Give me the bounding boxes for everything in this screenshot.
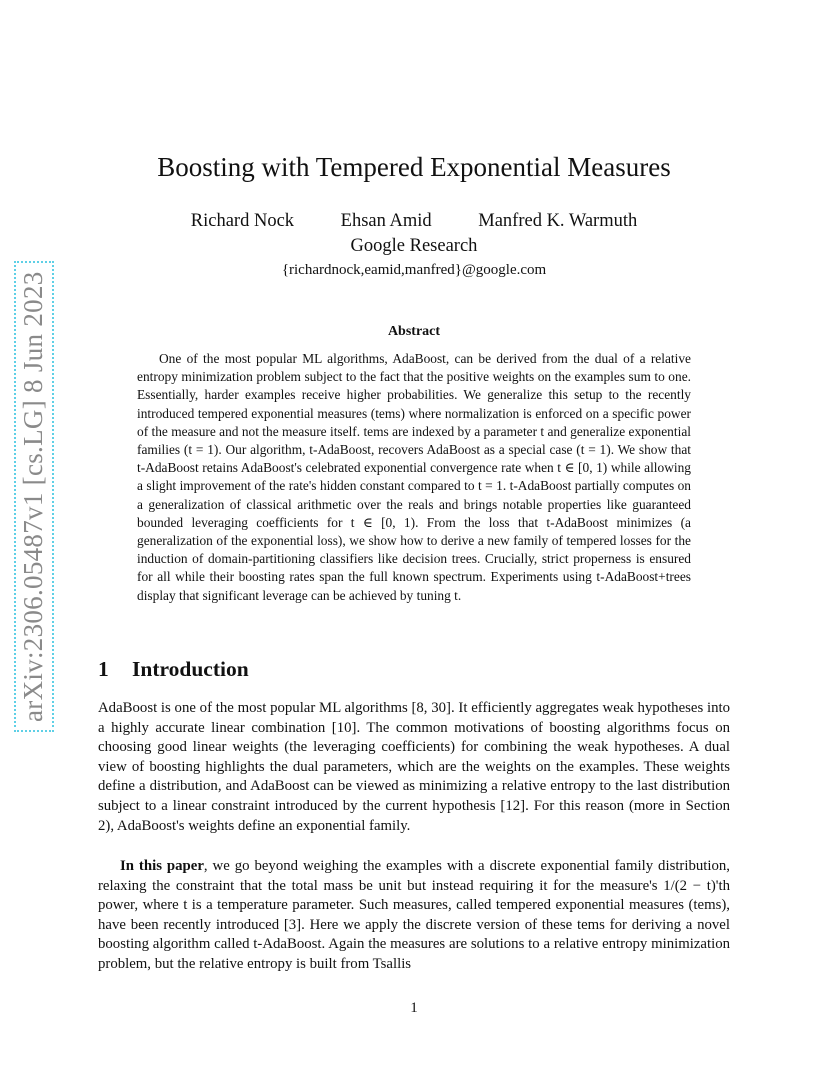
intro-paragraph: AdaBoost is one of the most popular ML algorithms [8, 30]. It efficiently aggregates weak hypotheses into a highly accurate linear combination [10]. The common motivations of boosting algorithms focus on choosing good linear weights (the leveraging coefficients) for combining the weak hypotheses. A dual view of boosting highlights the dual parameters, which are the weights on the examples. These weights define a distribution, and AdaBoost can be viewed as minimizing a relative entropy to the last distribution subject to a linear constraint introduced by the current hypothesis [12]. For this reason (more in Section 2), AdaBoost's weights define an exponential family. [98,700,730,834]
author-email: {richardnock,eamid,manfred}@google.com [281,262,547,278]
abstract-text: One of the most popular ML algorithms, AdaBoost, can be derived from the dual of a relative entropy minimization problem subject to the fact that the positive weights on the examples sum to one. Essentially, harder examples receive higher probabilities. We generalize this setup to the recently introduced tempered exponential measures (tems) where normalization is enforced on a specific power of the measure and not the measure itself. tems are indexed by a parameter t and generalize exponential families (t = 1). Our algorithm, t-AdaBoost, recovers AdaBoost as a special case (t = 1). We show that t-AdaBoost retains AdaBoost's celebrated exponential convergence rate when t ∈ [0, 1) while allowing a slight improvement of the rate's hidden constant compared to t = 1. t-AdaBoost partially computes on a generalization of classical arithmetic over the reals and brings notable properties like guaranteed bounded leveraging coefficients for t ∈ [0, 1). From the loss that t-AdaBoost minimizes (a generalization of the exponential loss), we show how to derive a new family of tempered losses for the induction of domain-partitioning classifiers like decision trees. Crucially, strict properness is ensured for all while their boosting rates span the full known spectrum. Experiments using t-AdaBoost+trees display that significant leverage can be achieved by tuning t. [137,351,691,603]
arxiv-identifier[interactable]: arXiv:2306.05487v1 [cs.LG] 8 Jun 2023 [14,261,54,732]
author-list [0,211,828,232]
paragraph-body: , we go beyond weighing the examples with a discrete exponential family distribution, relaxing the constraint that the total mass be unit but instead requiring it for the measure's 1/(2 − t)'th power, where t is a temperature parameter. Such measures, called tempered exponential measures (tems), have been recently introduced [3]. Here we apply the discrete version of these tems for deriving a novel boosting algorithm called t-AdaBoost. Again the measures are solutions to a relative entropy minimization problem, but the relative entropy is built from Tsallis [98,858,730,972]
paragraph-lead: In this paper [120,858,204,874]
author-name: Manfred K. Warmuth [478,211,638,231]
abstract-heading: Abstract [387,324,441,339]
section-title: Introduction [132,657,249,681]
paper-title: Boosting with Tempered Exponential Measures [157,152,671,182]
section-number: 1 [98,657,109,681]
intro-paragraph [98,857,730,975]
section-heading [98,657,249,682]
page-number: 1 [410,1000,418,1016]
affiliation: Google Research [350,236,478,256]
author-name: Ehsan Amid [340,211,432,231]
author-name: Richard Nock [190,211,295,231]
